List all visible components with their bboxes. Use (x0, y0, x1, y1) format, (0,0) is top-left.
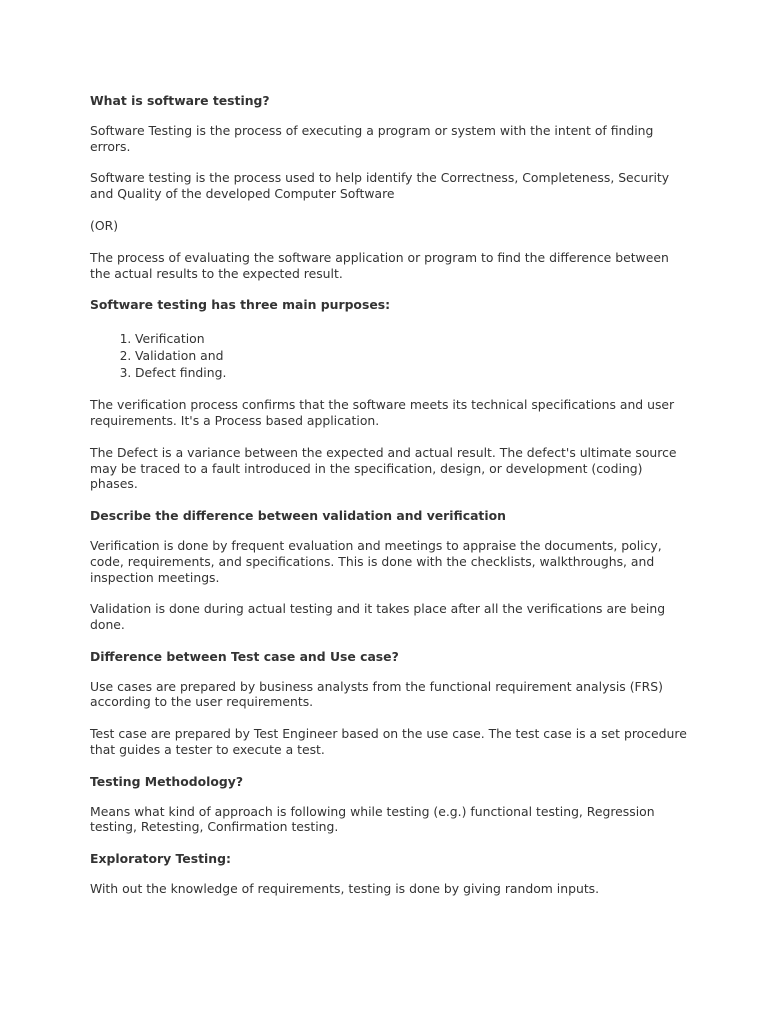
heading-testing-methodology: Testing Methodology? (90, 773, 244, 789)
document-body (90, 93, 690, 913)
paragraph-identify-quality: Software testing is the process used to help identify the Correctness, Completeness, Security and Quality of the developed Computer Software (90, 170, 670, 202)
heading-three-purposes: Software testing has three main purposes: (90, 297, 391, 313)
paragraph-or: (OR) (90, 217, 119, 233)
purposes-list (90, 327, 690, 382)
heading-exploratory-testing: Exploratory Testing: (90, 851, 231, 867)
paragraph-methodology: Means what kind of approach is following while testing (e.g.) functional testing, Regression testing, Retesting, Confirmation testing. (90, 803, 655, 835)
paragraph-validation: Validation is done during actual testing and it takes place after all the verifications are being done. (90, 601, 666, 633)
list-item: 2. Validation and (135, 348, 690, 365)
heading-what-is-software-testing: What is software testing? (90, 93, 270, 108)
paragraph-verification-process: The verification process confirms that the software meets its technical specifications and user requirements. It's a Process based application. (90, 397, 675, 428)
paragraph-verification: Verification is done by frequent evaluation and meetings to appraise the documents, policy, code, requirements, and specifications. This is done with the checklists, walkthroughs, and inspection meetings. (90, 537, 662, 585)
heading-validation-vs-verification: Describe the difference between validation and verification (90, 508, 506, 524)
list-item: 3. Defect finding. (135, 365, 690, 382)
paragraph-use-cases: Use cases are prepared by business analysts from the functional requirement analysis (FRS) according to the user requirements. (90, 678, 663, 710)
paragraph-defect: The Defect is a variance between the expected and actual result. The defect's ultimate source may be traced to a fault introduced in the specification, design, or development (coding) phases. (90, 444, 677, 492)
list-item: 1. Verification (135, 331, 690, 348)
paragraph-definition: Software Testing is the process of executing a program or system with the intent of finding errors. (90, 122, 654, 154)
paragraph-exploratory: With out the knowledge of requirements, testing is done by giving random inputs. (90, 881, 600, 897)
paragraph-test-cases: Test case are prepared by Test Engineer based on the use case. The test case is a set procedure that guides a tester to execute a test. (90, 726, 687, 758)
paragraph-evaluation-process: The process of evaluating the software application or program to find the difference between the actual results to the expected result. (90, 249, 669, 281)
heading-test-case-vs-use-case: Difference between Test case and Use case? (90, 648, 399, 664)
